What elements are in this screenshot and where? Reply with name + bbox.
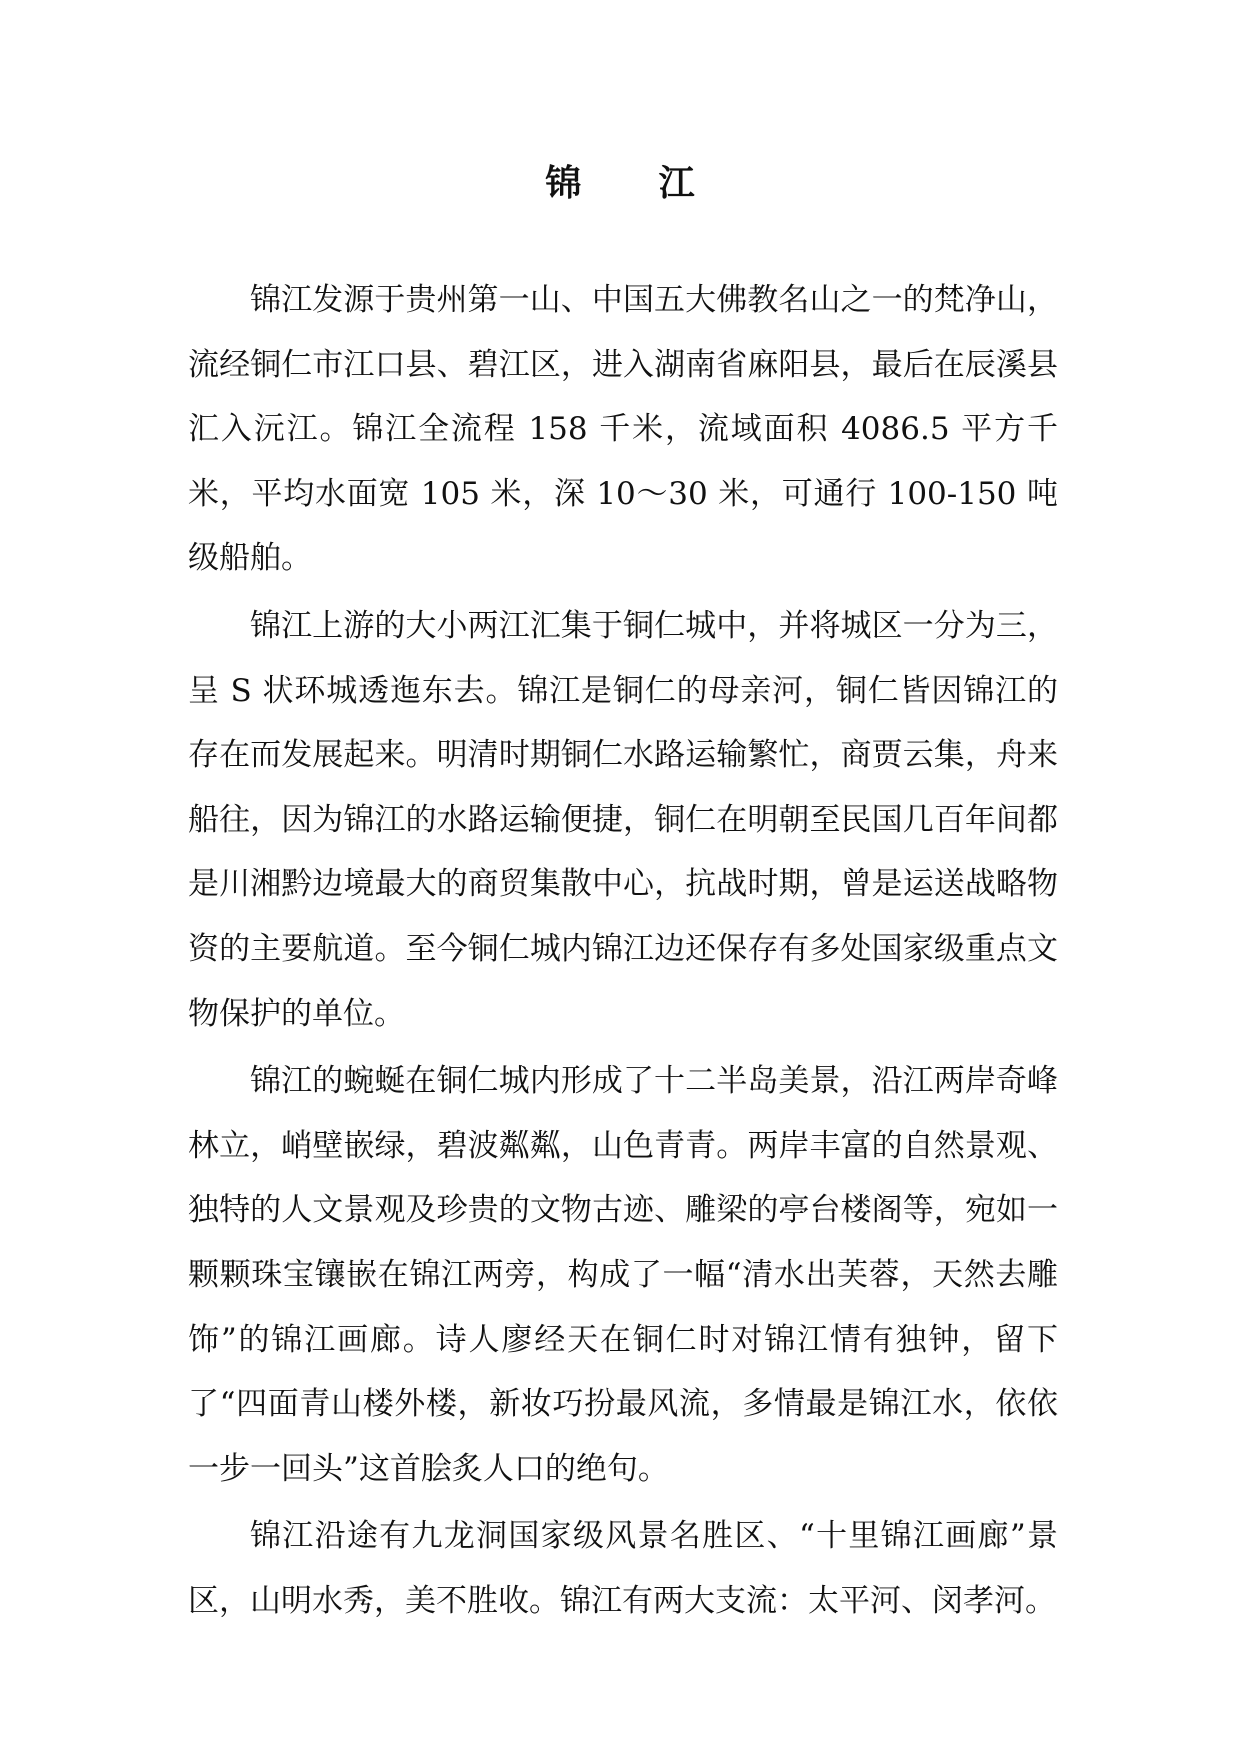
paragraph-attractions: 锦江沿途有九龙洞国家级风景名胜区、“十里锦江画廊”景区，山明水秀，美不胜收。锦江有两大支流：太平河、闵孝河。 — [188, 1518, 1058, 1619]
paragraph-scenery: 锦江的蜿蜒在铜仁城内形成了十二半岛美景，沿江两岸奇峰林立，峭壁嵌绿，碧波粼粼，山色青青。两岸丰富的自然景观、独特的人文景观及珍贵的文物古迹、雕梁的亭台楼阁等，宛如一颗颗珠宝镶嵌在锦江两旁，构成了一幅“清水出芙蓉，天然去雕饰”的锦江画廊。诗人廖经天在铜仁时对锦江情有独钟，留下了“四面青山楼外楼，新妆巧扮最风流，多情最是锦江水，依依一步一回头”这首脍炙人口的绝句。 — [188, 1063, 1058, 1487]
paragraph-history: 锦江上游的大小两江汇集于铜仁城中，并将城区一分为三，呈 S 状环城透迤东去。锦江是铜仁的母亲河，铜仁皆因锦江的存在而发展起来。明清时期铜仁水路运输繁忙，商贾云集，舟来船往，因为锦江的水路运输便捷，铜仁在明朝至民国几百年间都是川湘黔边境最大的商贸集散中心，抗战时期，曾是运送战略物资的主要航道。至今铜仁城内锦江边还保存有多处国家级重点文物保护的单位。 — [188, 607, 1058, 1032]
document-title: 锦 江 — [545, 162, 728, 204]
paragraph-source: 锦江发源于贵州第一山、中国五大佛教名山之一的梵净山，流经铜仁市江口县、碧江区，进入湖南省麻阳县，最后在辰溪县汇入沅江。锦江全流程 158 千米，流域面积 4086.5 平方千米，平均水面宽 105 米，深 10～30 米，可通行 100-150 吨级船舶。 — [188, 282, 1058, 577]
document-body — [188, 268, 1058, 1636]
